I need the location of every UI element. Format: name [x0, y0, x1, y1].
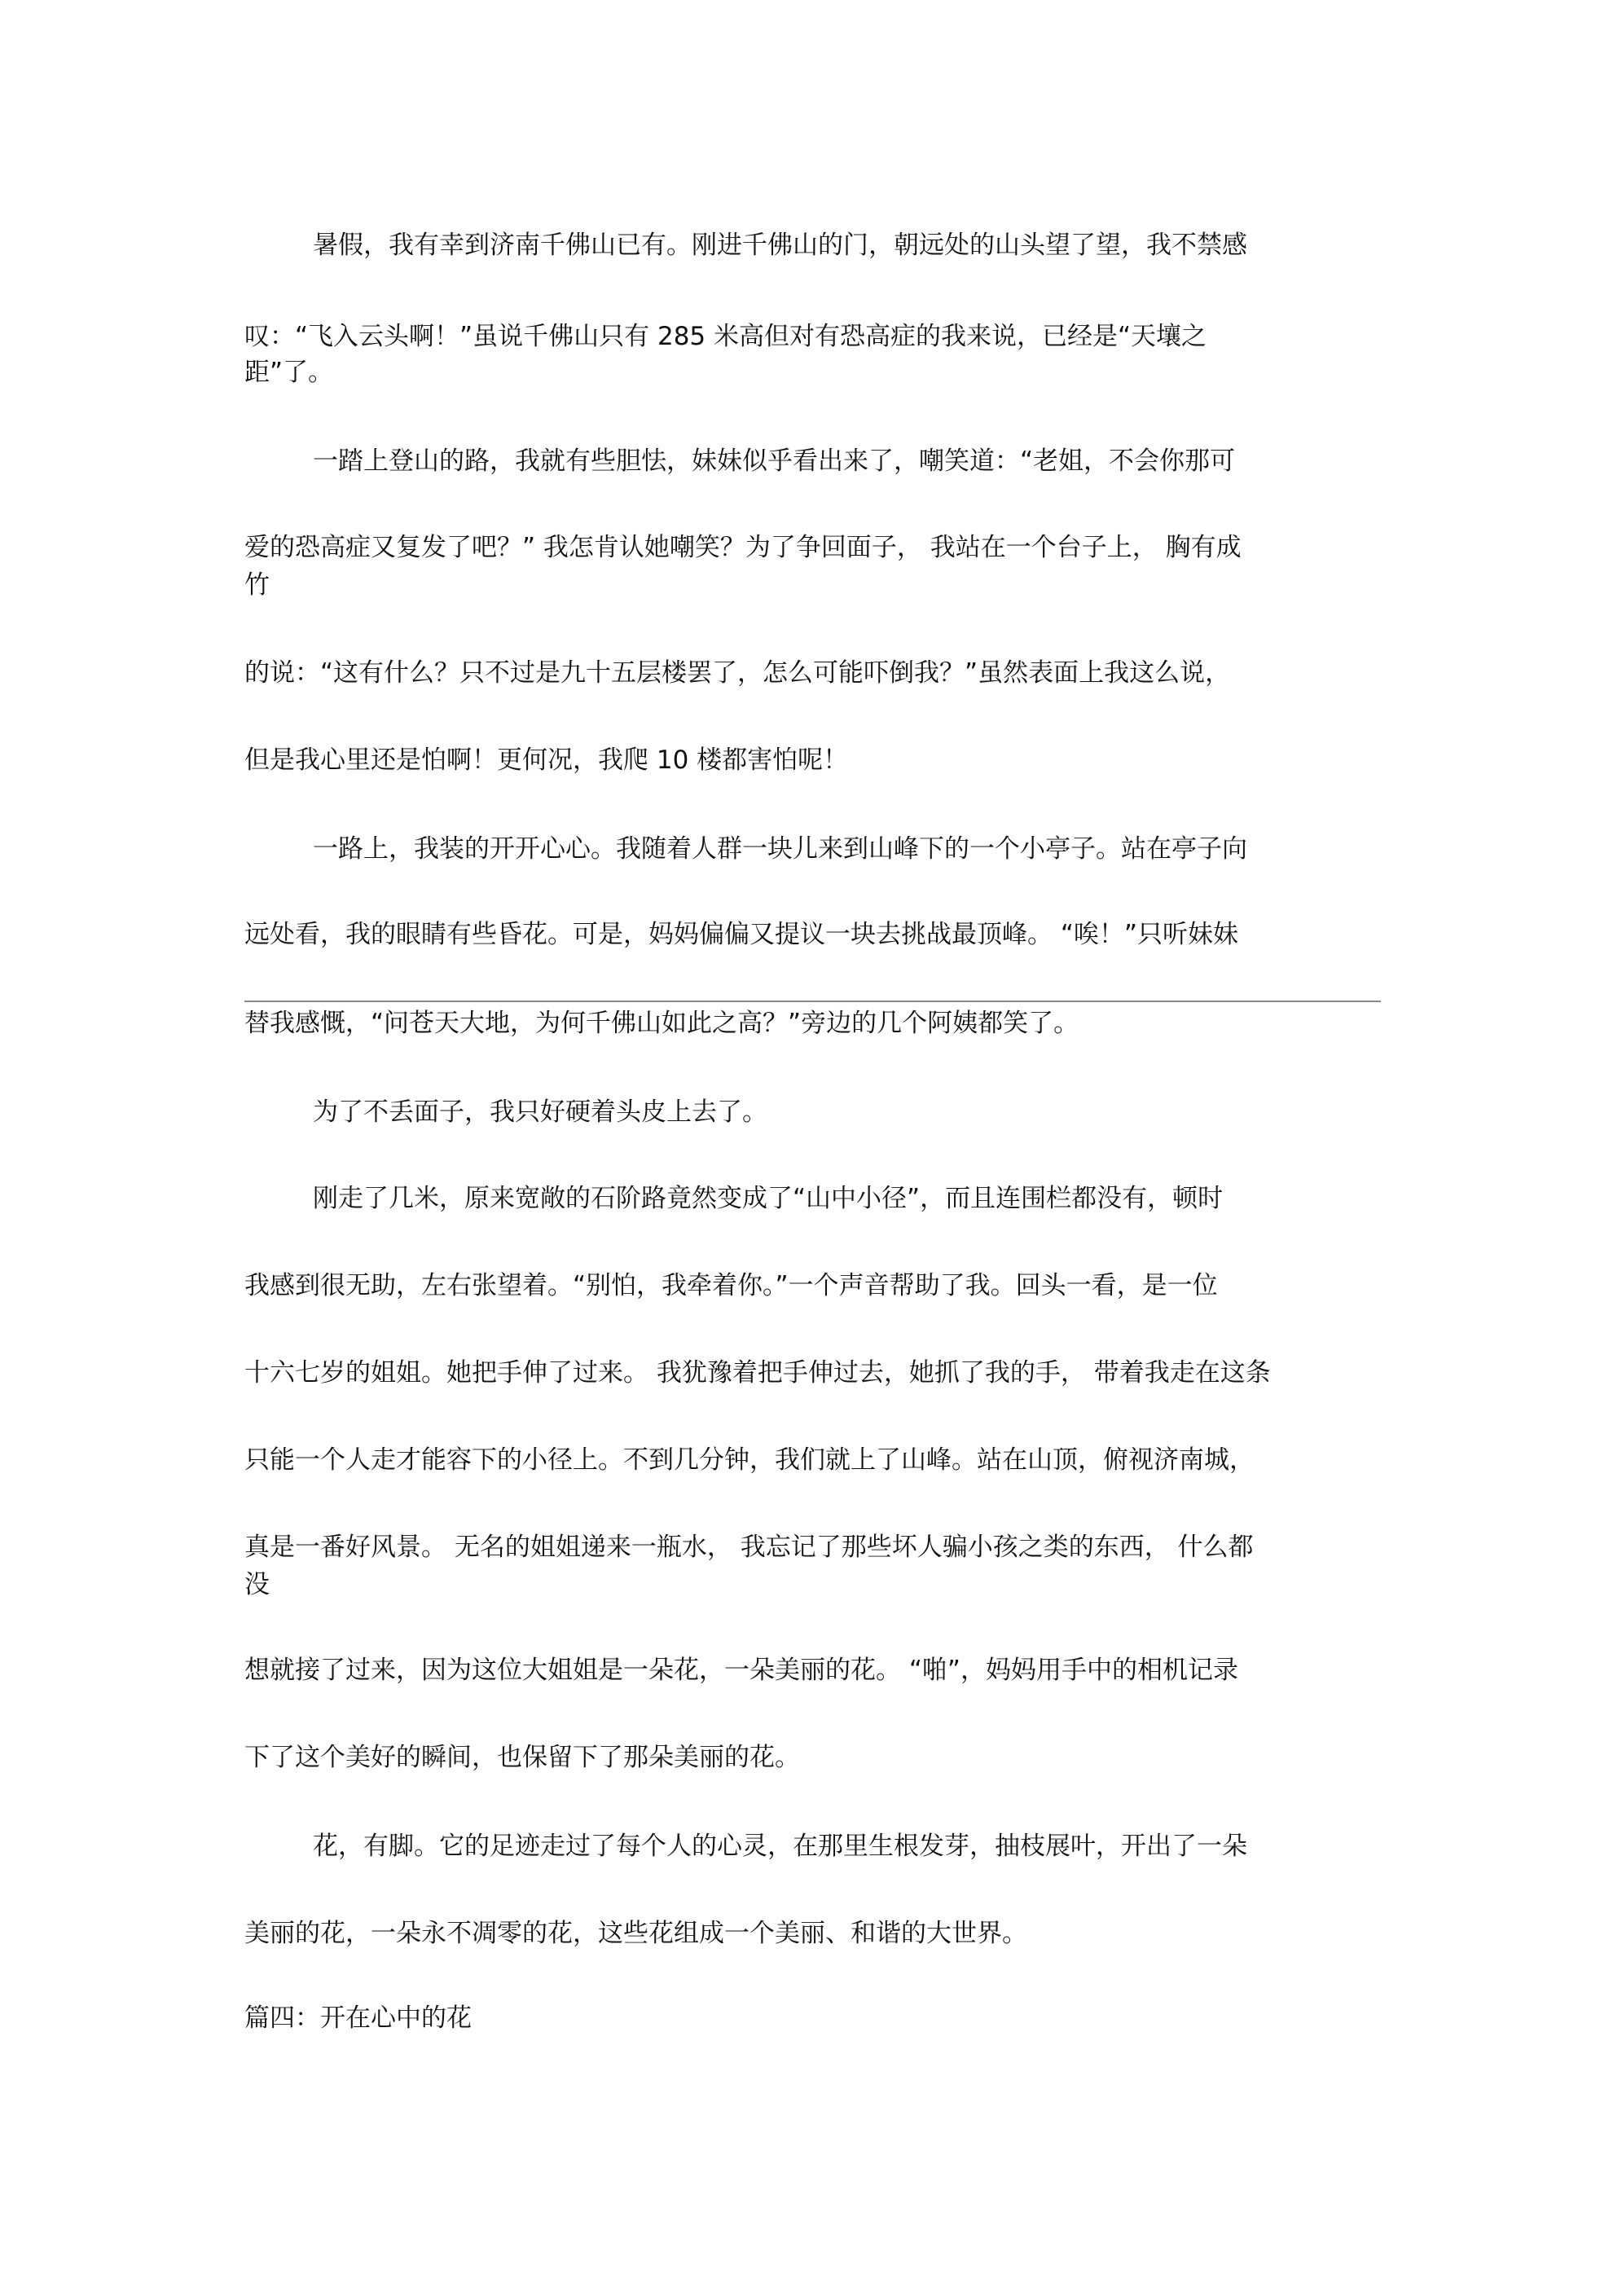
paragraph-line: 暑假，我有幸到济南千佛山已有。刚进千佛山的门，朝远处的山头望了望，我不禁感	[313, 231, 1247, 260]
paragraph-line: 十六七岁的姐姐。她把手伸了过来。 我犹豫着把手伸过去，她抓了我的手， 带着我走在这条	[244, 1358, 1271, 1388]
paragraph-line: 但是我心里还是怕啊！更何况，我爬 10 楼都害怕呢！	[244, 746, 849, 775]
paragraph-line: 刚走了几米，原来宽敞的石阶路竟然变成了“山中小径”，而且连围栏都没有，顿时	[313, 1184, 1224, 1213]
paragraph-line: 下了这个美好的瞬间，也保留下了那朵美丽的花。	[244, 1743, 800, 1772]
paragraph-line: 我感到很无助，左右张望着。“别怕，我牵着你。”一个声音帮助了我。回头一看，是一位	[244, 1271, 1218, 1300]
paragraph-line: 真是一番好风景。 无名的姐姐递来一瓶水， 我忘记了那些坏人骗小孩之类的东西， 什么都	[244, 1533, 1254, 1562]
paragraph-line: 美丽的花，一朵永不凋零的花，这些花组成一个美丽、和谐的大世界。	[244, 1919, 1027, 1948]
paragraph-line: 一路上，我装的开开心心。我随着人群一块儿来到山峰下的一个小亭子。站在亭子向	[313, 834, 1247, 864]
paragraph-line: 的说：“这有什么？只不过是九十五层楼罢了，怎么可能吓倒我？”虽然表面上我这么说，	[244, 658, 1231, 688]
paragraph-line: 竹	[244, 570, 270, 600]
paragraph-line: 花，有脚。它的足迹走过了每个人的心灵，在那里生根发芽，抽枝展叶，开出了一朵	[313, 1832, 1247, 1861]
paragraph-line: 只能一个人走才能容下的小径上。不到几分钟，我们就上了山峰。站在山顶，俯视济南城，	[244, 1445, 1255, 1475]
paragraph-line: 一踏上登山的路，我就有些胆怯，妹妹似乎看出来了，嘲笑道：“老姐，不会你那可	[313, 446, 1236, 476]
paragraph-line: 替我感慨，“问苍天大地，为何千佛山如此之高？”旁边的几个阿姨都笑了。	[244, 1009, 1079, 1038]
paragraph-line: 叹：“飞入云头啊！”虽说千佛山只有 285 米高但对有恐高症的我来说，已经是“天壤之	[244, 322, 1207, 351]
paragraph-line: 爱的恐高症又复发了吧？” 我怎肯认她嘲笑？为了争回面子， 我站在一个台子上， 胸有成	[244, 533, 1242, 562]
paragraph-line: 距”了。	[244, 358, 334, 387]
paragraph-line: 没	[244, 1570, 270, 1599]
paragraph-line: 为了不丢面子，我只好硬着头皮上去了。	[313, 1097, 767, 1127]
paragraph-line: 远处看，我的眼睛有些昏花。可是，妈妈偏偏又提议一块去挑战最顶峰。 “唉！”只听妹妹	[244, 920, 1238, 949]
horizontal-rule	[244, 1001, 1381, 1002]
paragraph-line: 想就接了过来，因为这位大姐姐是一朵花，一朵美丽的花。 “啪”，妈妈用手中的相机记录	[244, 1656, 1238, 1685]
section-heading: 篇四：开在心中的花	[244, 2004, 472, 2033]
